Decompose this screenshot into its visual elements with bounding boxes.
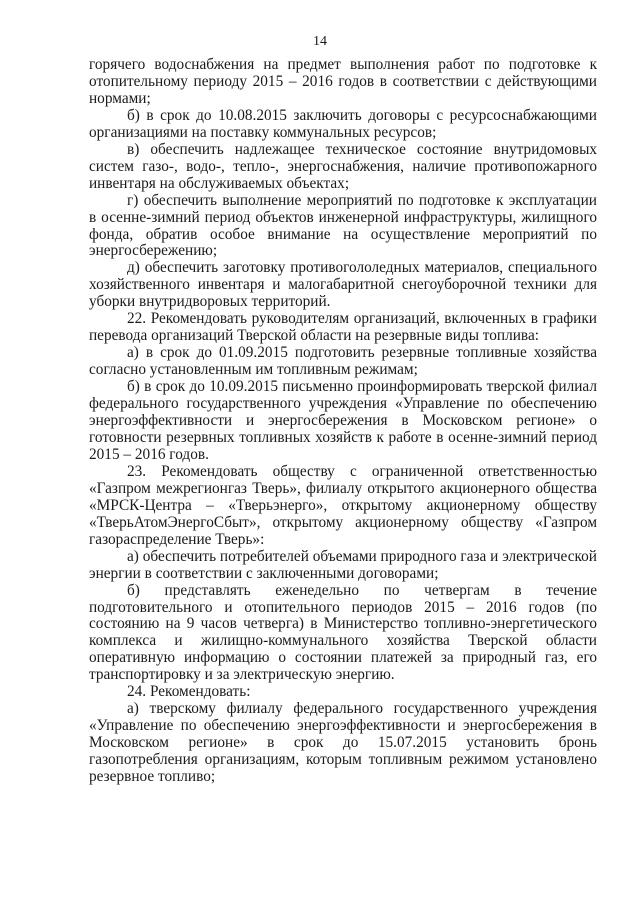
paragraph-item-v-technical-state: в) обеспечить надлежащее техническое состояние внутридомовых систем газо-, водо-, тепло-, энергоснабжения, наличие противопожарного инвентаря на обслуживаемых объектах; xyxy=(89,140,597,192)
paragraph-clause-23: 23. Рекомендовать обществу с ограниченной ответственностью «Газпром межрегионгаз Тверь», филиалу открытого акционерного общества «МРСК-Центра – «Тверьэнерго», открытому акционерному обществу «ТверьАтомЭнергоСбыт», открытому акционерному обществу «Газпром газораспределение Тверь»: xyxy=(89,462,597,548)
paragraph-item-g-winter-preparation: г) обеспечить выполнение мероприятий по подготовке к эксплуатации в осенне-зимний период объектов инженерной инфраструктуры, жилищного фонда, обратив особое внимание на осуществление мероприятий по энергосбережению; xyxy=(89,191,597,260)
page-number: 14 xyxy=(313,34,327,49)
paragraph-hot-water-continuation: горячего водоснабжения на предмет выполнения работ по подготовке к отопительному периоду 2015 – 2016 годов в соответствии с действующими нормами; xyxy=(89,56,597,107)
paragraph-clause-23-item-b: б) представлять еженедельно по четвергам в течение подготовительного и отопительного периодов 2015 – 2016 годов (по состоянию на 9 часов четверга) в Министерство топливно-энергетического комплекса и жилищно-коммунального хозяйства Тверской области оперативную информацию о состоянии платежей за природный газ, его транспортировку и за электрическую энергию. xyxy=(89,581,597,684)
paragraph-clause-23-item-a: а) обеспечить потребителей объемами природного газа и электрической энергии в соответствии с заключенными договорами; xyxy=(89,547,597,582)
paragraph-clause-22-item-a: а) в срок до 01.09.2015 подготовить резервные топливные хозяйства согласно установленным им топливным режимам; xyxy=(89,344,597,379)
paragraph-clause-22: 22. Рекомендовать руководителям организаций, включенных в графики перевода организаций Тверской области на резервные виды топлива: xyxy=(89,310,597,345)
paragraph-item-d-anti-ice-materials: д) обеспечить заготовку противогололедных материалов, специального хозяйственного инвентаря и малогабаритной снегоуборочной техники для уборки внутридворовых территорий. xyxy=(89,259,597,311)
paragraph-clause-22-item-b: б) в срок до 10.09.2015 письменно проинформировать тверской филиал федерального государственного учреждения «Управление по обеспечению энергоэффективности и энергосбережения в Московском регионе» о готовности резервных топливных хозяйств к работе в осенне-зимний период 2015 – 2016 годов. xyxy=(89,378,597,463)
paragraph-item-b-contracts: б) в срок до 10.08.2015 заключить договоры с ресурсоснабжающими организациями на поставку коммунальных ресурсов; xyxy=(89,106,597,141)
paragraph-clause-24-item-a: а) тверскому филиалу федерального государственного учреждения «Управление по обеспечению энергоэффективности и энергосбережения в Московском регионе» в срок до 15.07.2015 установить бронь газопотребления организациям, которым топливным режимом установлено резервное топливо; xyxy=(89,700,597,786)
document-body xyxy=(89,57,597,786)
paragraph-clause-24: 24. Рекомендовать: xyxy=(127,683,251,701)
